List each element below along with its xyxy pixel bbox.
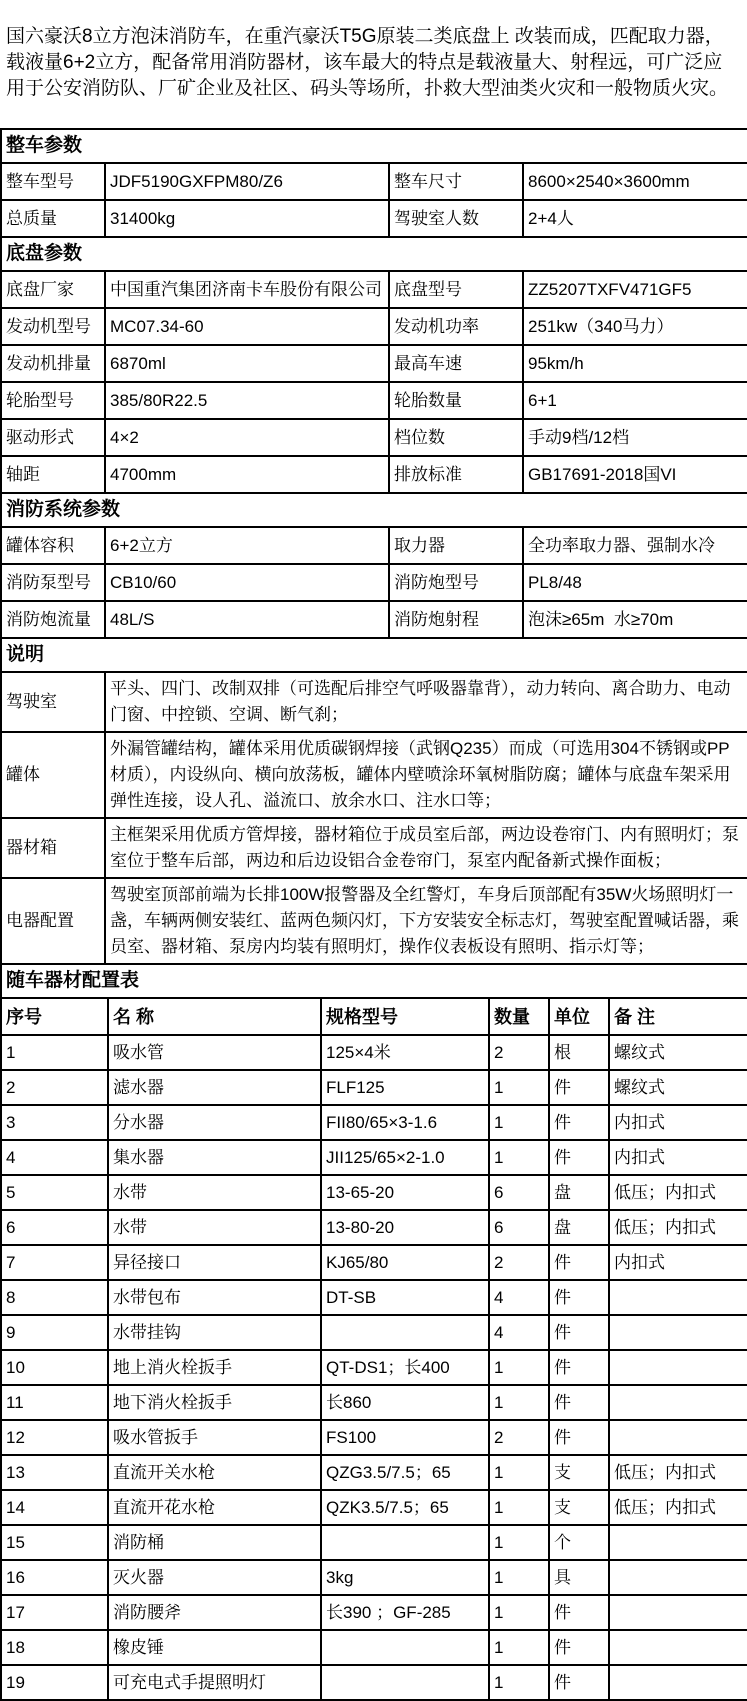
value-cell: KJ65/80 xyxy=(321,1245,489,1280)
value-cell: 6 xyxy=(489,1175,549,1210)
table-row xyxy=(1,527,747,564)
value-cell: 盘 xyxy=(549,1175,609,1210)
value-cell: 低压；内扣式 xyxy=(609,1490,747,1525)
value-cell xyxy=(609,1595,747,1630)
value-cell: 消防腰斧 xyxy=(108,1595,321,1630)
value-cell: 2 xyxy=(489,1420,549,1455)
table-row xyxy=(1,345,747,382)
value-cell: 件 xyxy=(549,1385,609,1420)
value-cell: 251kw（340马力） xyxy=(523,308,747,345)
row-label-cell: 电器配置 xyxy=(1,878,105,964)
row-label-cell: 发动机排量 xyxy=(1,345,105,382)
value-cell: 水带 xyxy=(108,1210,321,1245)
value-cell: 6+2立方 xyxy=(105,527,389,564)
value-cell: DT-SB xyxy=(321,1280,489,1315)
value-cell: 件 xyxy=(549,1315,609,1350)
value-cell: 16 xyxy=(1,1560,108,1595)
value-cell: 1 xyxy=(489,1140,549,1175)
value-cell: 18 xyxy=(1,1630,108,1665)
value-cell: 1 xyxy=(489,1385,549,1420)
equipment-list-table xyxy=(0,963,747,1701)
value-cell: 件 xyxy=(549,1280,609,1315)
table-row xyxy=(1,1315,747,1350)
row-label-cell: 最高车速 xyxy=(389,345,523,382)
value-cell: 橡皮锤 xyxy=(108,1630,321,1665)
value-cell: 件 xyxy=(549,1070,609,1105)
value-cell: 消防桶 xyxy=(108,1525,321,1560)
section-title-description: 说明 xyxy=(1,638,747,672)
value-cell: 件 xyxy=(549,1630,609,1665)
value-cell: 1 xyxy=(1,1035,108,1070)
value-cell: 吸水管扳手 xyxy=(108,1420,321,1455)
table-row xyxy=(1,200,747,237)
value-cell: 1 xyxy=(489,1455,549,1490)
table-row xyxy=(1,419,747,456)
table-row xyxy=(1,163,747,200)
value-cell: 11 xyxy=(1,1385,108,1420)
value-cell: 7 xyxy=(1,1245,108,1280)
table-row xyxy=(1,878,747,964)
value-cell: 13 xyxy=(1,1455,108,1490)
value-cell: 根 xyxy=(549,1035,609,1070)
row-label-cell: 消防炮流量 xyxy=(1,601,105,638)
table-row xyxy=(1,1665,747,1700)
row-label-cell: 底盘型号 xyxy=(389,271,523,308)
fire-system-params-table xyxy=(0,492,747,639)
table-row xyxy=(1,456,747,493)
value-cell: 件 xyxy=(549,1140,609,1175)
value-cell: 直流开花水枪 xyxy=(108,1490,321,1525)
column-header: 规格型号 xyxy=(321,998,489,1035)
value-cell: 全功率取力器、强制水冷 xyxy=(523,527,747,564)
value-cell: 分水器 xyxy=(108,1105,321,1140)
value-cell: 地下消火栓扳手 xyxy=(108,1385,321,1420)
value-cell: 95km/h xyxy=(523,345,747,382)
value-cell: 1 xyxy=(489,1630,549,1665)
table-row xyxy=(1,1560,747,1595)
value-cell xyxy=(609,1315,747,1350)
value-cell: FII80/65×3-1.6 xyxy=(321,1105,489,1140)
row-label-cell: 发动机型号 xyxy=(1,308,105,345)
value-cell xyxy=(321,1630,489,1665)
value-cell: 件 xyxy=(549,1245,609,1280)
value-cell xyxy=(321,1315,489,1350)
value-cell: 内扣式 xyxy=(609,1245,747,1280)
section-title-row xyxy=(1,237,747,271)
value-cell: 13-80-20 xyxy=(321,1210,489,1245)
table-row xyxy=(1,732,747,818)
value-cell: JII125/65×2-1.0 xyxy=(321,1140,489,1175)
value-cell: 中国重汽集团济南卡车股份有限公司 xyxy=(105,271,389,308)
value-cell xyxy=(609,1350,747,1385)
value-cell: 外漏管罐结构，罐体采用优质碳钢焊接（武钢Q235）而成（可选用304不锈钢或PP材质），内设纵向、横向放荡板，罐体内壁喷涂环氧树脂防腐；罐体与底盘车架采用弹性连接，设人孔、溢流口、放余水口、注水口等； xyxy=(105,732,747,818)
spec-sheet-document xyxy=(0,19,747,1701)
value-cell: 件 xyxy=(549,1595,609,1630)
table-row xyxy=(1,1525,747,1560)
section-title-row xyxy=(1,493,747,527)
table-row xyxy=(1,601,747,638)
value-cell xyxy=(609,1560,747,1595)
row-label-cell: 器材箱 xyxy=(1,818,105,878)
value-cell xyxy=(321,1665,489,1700)
value-cell: 6870ml xyxy=(105,345,389,382)
value-cell: 支 xyxy=(549,1455,609,1490)
value-cell: 12 xyxy=(1,1420,108,1455)
intro-paragraph: 国六豪沃8立方泡沫消防车，在重汽豪沃T5G原装二类底盘上 改装而成，匹配取力器，载液量6+2立方，配备常用消防器材，该车最大的特点是载液量大、射程远，可广泛应用于公安消防队、厂矿企业及社区、码头等场所，扑救大型油类火灾和一般物质火灾。 xyxy=(6,26,729,99)
table-row xyxy=(1,1175,747,1210)
value-cell: 17 xyxy=(1,1595,108,1630)
row-label-cell: 驾驶室 xyxy=(1,672,105,732)
value-cell: 低压；内扣式 xyxy=(609,1210,747,1245)
value-cell: QZK3.5/7.5；65 xyxy=(321,1490,489,1525)
value-cell: 件 xyxy=(549,1420,609,1455)
column-header: 数量 xyxy=(489,998,549,1035)
table-row xyxy=(1,308,747,345)
table-row xyxy=(1,1245,747,1280)
value-cell: GB17691-2018国VI xyxy=(523,456,747,493)
value-cell: 低压；内扣式 xyxy=(609,1455,747,1490)
table-row xyxy=(1,564,747,601)
value-cell: 平头、四门、改制双排（可选配后排空气呼吸器靠背），动力转向、离合助力、电动门窗、中控锁、空调、断气刹； xyxy=(105,672,747,732)
table-row xyxy=(1,1630,747,1665)
value-cell: 15 xyxy=(1,1525,108,1560)
value-cell: 1 xyxy=(489,1560,549,1595)
value-cell: 4 xyxy=(489,1280,549,1315)
row-label-cell: 罐体容积 xyxy=(1,527,105,564)
value-cell: 385/80R22.5 xyxy=(105,382,389,419)
table-row xyxy=(1,818,747,878)
value-cell: PL8/48 xyxy=(523,564,747,601)
value-cell xyxy=(609,1420,747,1455)
row-label-cell: 档位数 xyxy=(389,419,523,456)
value-cell: 4×2 xyxy=(105,419,389,456)
value-cell: 1 xyxy=(489,1070,549,1105)
column-header: 备 注 xyxy=(609,998,747,1035)
value-cell: 2+4人 xyxy=(523,200,747,237)
table-row xyxy=(1,1070,747,1105)
value-cell: 低压；内扣式 xyxy=(609,1175,747,1210)
value-cell: 件 xyxy=(549,1105,609,1140)
value-cell: 4 xyxy=(1,1140,108,1175)
value-cell: 灭火器 xyxy=(108,1560,321,1595)
value-cell: QT-DS1；长400 xyxy=(321,1350,489,1385)
vehicle-params-table xyxy=(0,128,747,238)
value-cell: 14 xyxy=(1,1490,108,1525)
value-cell xyxy=(609,1385,747,1420)
value-cell: 支 xyxy=(549,1490,609,1525)
value-cell: 2 xyxy=(1,1070,108,1105)
section-title-fire-system-params: 消防系统参数 xyxy=(1,493,747,527)
row-label-cell: 轮胎型号 xyxy=(1,382,105,419)
value-cell: FLF125 xyxy=(321,1070,489,1105)
value-cell: 8 xyxy=(1,1280,108,1315)
value-cell: 3kg xyxy=(321,1560,489,1595)
value-cell: 4 xyxy=(489,1315,549,1350)
table-row xyxy=(1,1140,747,1175)
table-row xyxy=(1,1210,747,1245)
value-cell xyxy=(609,1525,747,1560)
value-cell: 6+1 xyxy=(523,382,747,419)
row-label-cell: 取力器 xyxy=(389,527,523,564)
value-cell: 滤水器 xyxy=(108,1070,321,1105)
table-row xyxy=(1,1280,747,1315)
row-label-cell: 整车尺寸 xyxy=(389,163,523,200)
row-label-cell: 轮胎数量 xyxy=(389,382,523,419)
value-cell: QZG3.5/7.5；65 xyxy=(321,1455,489,1490)
table-row xyxy=(1,1455,747,1490)
value-cell: FS100 xyxy=(321,1420,489,1455)
value-cell: 水带 xyxy=(108,1175,321,1210)
table-row xyxy=(1,1595,747,1630)
value-cell: 125×4米 xyxy=(321,1035,489,1070)
value-cell: 螺纹式 xyxy=(609,1035,747,1070)
section-title-equipment-list: 随车器材配置表 xyxy=(1,964,747,998)
value-cell: 1 xyxy=(489,1490,549,1525)
row-label-cell: 驾驶室人数 xyxy=(389,200,523,237)
table-row xyxy=(1,1385,747,1420)
section-title-row xyxy=(1,964,747,998)
value-cell: 地上消火栓扳手 xyxy=(108,1350,321,1385)
value-cell: 直流开关水枪 xyxy=(108,1455,321,1490)
value-cell: 1 xyxy=(489,1525,549,1560)
value-cell: JDF5190GXFPM80/Z6 xyxy=(105,163,389,200)
row-label-cell: 排放标准 xyxy=(389,456,523,493)
value-cell: 1 xyxy=(489,1665,549,1700)
table-row xyxy=(1,1420,747,1455)
column-header: 单位 xyxy=(549,998,609,1035)
column-header: 序号 xyxy=(1,998,108,1035)
value-cell: 6 xyxy=(489,1210,549,1245)
column-header: 名 称 xyxy=(108,998,321,1035)
section-title-vehicle-params: 整车参数 xyxy=(1,129,747,163)
table-row xyxy=(1,271,747,308)
table-row xyxy=(1,1105,747,1140)
value-cell: 个 xyxy=(549,1525,609,1560)
value-cell: 2 xyxy=(489,1245,549,1280)
value-cell: 手动9档/12档 xyxy=(523,419,747,456)
table-row xyxy=(1,382,747,419)
value-cell: 内扣式 xyxy=(609,1140,747,1175)
value-cell: 长860 xyxy=(321,1385,489,1420)
value-cell: CB10/60 xyxy=(105,564,389,601)
section-title-chassis-params: 底盘参数 xyxy=(1,237,747,271)
value-cell: 4700mm xyxy=(105,456,389,493)
equipment-header-row xyxy=(1,998,747,1035)
value-cell: 3 xyxy=(1,1105,108,1140)
value-cell: 吸水管 xyxy=(108,1035,321,1070)
value-cell: 1 xyxy=(489,1105,549,1140)
value-cell: 5 xyxy=(1,1175,108,1210)
row-label-cell: 整车型号 xyxy=(1,163,105,200)
row-label-cell: 驱动形式 xyxy=(1,419,105,456)
value-cell: ZZ5207TXFV471GF5 xyxy=(523,271,747,308)
row-label-cell: 消防炮型号 xyxy=(389,564,523,601)
value-cell: 水带包布 xyxy=(108,1280,321,1315)
value-cell: 9 xyxy=(1,1315,108,1350)
value-cell: 件 xyxy=(549,1665,609,1700)
value-cell: 6 xyxy=(1,1210,108,1245)
value-cell: 2 xyxy=(489,1035,549,1070)
value-cell xyxy=(609,1630,747,1665)
value-cell: 集水器 xyxy=(108,1140,321,1175)
value-cell: MC07.34-60 xyxy=(105,308,389,345)
row-label-cell: 消防炮射程 xyxy=(389,601,523,638)
value-cell: 主框架采用优质方管焊接，器材箱位于成员室后部，两边设卷帘门、内有照明灯；泵室位于整车后部，两边和后边设铝合金卷帘门，泵室内配备新式操作面板； xyxy=(105,818,747,878)
chassis-params-table xyxy=(0,236,747,494)
table-row xyxy=(1,672,747,732)
section-title-row xyxy=(1,638,747,672)
value-cell: 长390 ；GF-285 xyxy=(321,1595,489,1630)
value-cell: 10 xyxy=(1,1350,108,1385)
value-cell xyxy=(321,1525,489,1560)
row-label-cell: 发动机功率 xyxy=(389,308,523,345)
value-cell: 水带挂钩 xyxy=(108,1315,321,1350)
row-label-cell: 消防泵型号 xyxy=(1,564,105,601)
value-cell: 螺纹式 xyxy=(609,1070,747,1105)
description-table xyxy=(0,637,747,965)
value-cell: 31400kg xyxy=(105,200,389,237)
section-title-row xyxy=(1,129,747,163)
value-cell: 件 xyxy=(549,1350,609,1385)
table-row xyxy=(1,1350,747,1385)
row-label-cell: 轴距 xyxy=(1,456,105,493)
value-cell: 1 xyxy=(489,1595,549,1630)
row-label-cell: 罐体 xyxy=(1,732,105,818)
value-cell: 48L/S xyxy=(105,601,389,638)
value-cell: 内扣式 xyxy=(609,1105,747,1140)
row-label-cell: 总质量 xyxy=(1,200,105,237)
value-cell: 驾驶室顶部前端为长排100W报警器及全红警灯，车身后顶部配有35W火场照明灯一盏，车辆两侧安装红、蓝两色频闪灯，下方安装安全标志灯，驾驶室配置喊话器，乘员室、器材箱、泵房内均装有照明灯，操作仪表板设有照明、指示灯等； xyxy=(105,878,747,964)
value-cell: 13-65-20 xyxy=(321,1175,489,1210)
value-cell xyxy=(609,1665,747,1700)
value-cell xyxy=(609,1280,747,1315)
value-cell: 盘 xyxy=(549,1210,609,1245)
row-label-cell: 底盘厂家 xyxy=(1,271,105,308)
value-cell: 19 xyxy=(1,1665,108,1700)
value-cell: 异径接口 xyxy=(108,1245,321,1280)
table-row xyxy=(1,1490,747,1525)
value-cell: 1 xyxy=(489,1350,549,1385)
table-row xyxy=(1,1035,747,1070)
value-cell: 可充电式手提照明灯 xyxy=(108,1665,321,1700)
value-cell: 具 xyxy=(549,1560,609,1595)
value-cell: 泡沫≥65m 水≥70m xyxy=(523,601,747,638)
value-cell: 8600×2540×3600mm xyxy=(523,163,747,200)
